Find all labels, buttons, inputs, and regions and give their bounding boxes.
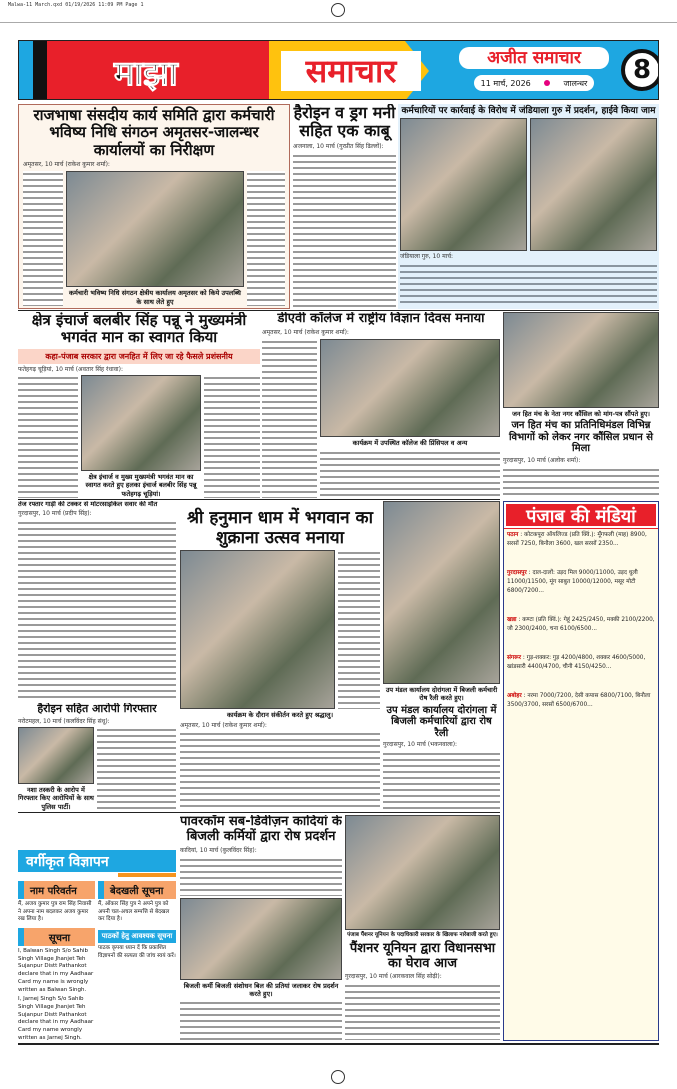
mandi-city: संगरूर (507, 654, 522, 661)
dateline: कादियां, 10 मार्च (कुलविंदर सिंह): (180, 846, 257, 854)
mandi-rate-text: कोटकपूरा ऑयलिज्ड (प्रति क्विं.): मूँगफली (माह) 8900, सरसों 7250, बिनौला 3600, खल सरसों 2350... (507, 532, 647, 547)
name-change-text: मैं, अजय कुमार पुत्र राम सिंह निवासी ने अपना नाम बदलकर अजय कुमार रख लिया है। (18, 901, 92, 923)
mandi-city: गुरदासपुर (507, 569, 527, 576)
notice-text: I, Balwan Singh S/o Sahib Singh Village Jhanjet Teh Sujanpur Distt Pathankot declare that in my Aadhaar Card my name is wrongly written as Balwan Singh. (18, 948, 94, 993)
photo-caption: बिजली कर्मी बिजली संशोधन बिल की प्रतियां जलाकर रोष प्रदर्शन करते हुए। (183, 981, 339, 998)
dateline: अमृतसर, 10 मार्च (राकेश कुमार शर्मा): (262, 328, 349, 336)
divider (18, 499, 500, 500)
article-jandiala-protest (398, 104, 659, 309)
photo-caption: क्षेत्र इंचार्ज व मुख्य मुख्यमंत्री भगवंत मान का स्वागत करते हुए हलका इंचार्ज बलबीर सिंह पन्नू फतेहगढ़ चूड़ियां। (85, 472, 197, 498)
dateline: गुरदासपुर, 10 मार्च (प्रदीप सिंह): (18, 510, 92, 518)
headline: डीएवी कॉलेज में राष्ट्रीय विज्ञान दिवस मनाया (277, 312, 485, 326)
photo-caption: कार्यक्रम में उपस्थित कॉलेज की प्रिंसिपल व अन्य (352, 439, 468, 448)
dateline: गुरदासपुर, 10 मार्च (आरकवाल सिंह सोढ़ी): (345, 973, 442, 981)
dateline-bar (474, 75, 594, 91)
dateline: अमृतसर, 10 मार्च (राकेश कुमार शर्मा): (23, 160, 110, 168)
punjab-mandi-box (503, 501, 659, 1041)
article-pensioner-union (345, 815, 500, 1040)
article-powercom-protest (180, 815, 342, 1040)
issue-date: 11 मार्च, 2026 (480, 78, 531, 88)
mandi-city: पठान (507, 532, 519, 538)
mandi-rate-text: कण्टा (प्रति क्विं.): गेहूं 2425/2450, मक्की 2100/2200, जौ 2300/2400, चना 6100/6500... (507, 616, 655, 632)
article-epfo-inspection (18, 104, 290, 309)
crop-mark (0, 22, 677, 23)
photo (400, 118, 527, 251)
print-slug: Malwa-11 March.qxd 01/19/2026 11:09 PM Page 1 (8, 2, 144, 8)
mandi-city: खन्ना (507, 616, 517, 623)
photo-caption: कार्यक्रम के दौरान संकीर्तन करते हुए श्रद्धालु। (226, 711, 334, 720)
page-number: 8 (621, 49, 659, 91)
photo (320, 339, 500, 438)
dateline: गुरदासपुर, 10 मार्च (अलोक शर्मा): (503, 456, 581, 464)
article-heroin-drug-money (293, 104, 396, 309)
readers-notice-label: पाठकों हेतु आवश्यक सूचना (98, 930, 176, 943)
headline: क्षेत्र इंचार्ज बलबीर सिंह पन्नू ने मुख्यमंत्री भगवंत मान का स्वागत किया (31, 312, 247, 347)
dateline: अजनाला, 10 मार्च (गुरप्रीत सिंह ढिल्लों): (293, 142, 384, 150)
photo-caption: कर्मचारी भविष्य निधि संगठन क्षेत्रीय कार्यालय अमृतसर को किये उपलब्धि के साथ लेते हुए (69, 289, 241, 306)
article-road-accident (18, 501, 176, 701)
mandi-rate-text: दाल-दालों: उड़द मिल 9000/11000, उड़द धुली 11000/11500, मूंग साबुत 10000/12000, मसूर मोटी 6800/7200... (507, 569, 638, 594)
readers-notice-text: पाठक कृपया ध्यान दें कि प्रकाशित विज्ञापनों की सत्यता की जांच स्वयं करें। (98, 945, 176, 960)
masthead (18, 40, 659, 100)
article-heroin-arrest (18, 703, 176, 811)
registration-mark (331, 1070, 345, 1084)
mandi-rate-text: गुड़-शक्कर: गुड़ 4200/4800, शक्कर 4600/5000, खांडसारी 4400/4700, चीनी 4150/4250... (507, 654, 646, 670)
article-hanuman-dham (180, 501, 380, 811)
photo-caption: जन हित मंच के नेता नगर कौंसिल को मांग-पत्र सौंपते हुए। (512, 409, 650, 418)
article-pannu-welcome (18, 312, 260, 498)
classifieds (18, 850, 176, 1040)
headline: कर्मचारियों पर कार्रवाई के विरोध में जंडियाला गुरु में प्रदर्शन, हाईवे किया जाम (401, 106, 656, 116)
headline: पैंशनर यूनियन द्वारा विधानसभा का घेराव आज (349, 940, 496, 971)
eviction-label: बेदखली सूचना (98, 881, 176, 899)
dateline: जंडियाला गुरु, 10 मार्च: (400, 252, 454, 260)
photo-caption: नशा तस्करी के आरोप में गिरफ्तार किए आरोपियों के साथ पुलिस पार्टी। (18, 785, 94, 811)
mandi-city: अबोहर (507, 692, 522, 699)
photo (66, 171, 244, 288)
classifieds-title: वर्गीकृत विज्ञापन (18, 850, 176, 872)
dateline: गुरदासपुर, 10 मार्च (भकनवाला): (383, 741, 458, 748)
dot-icon (544, 80, 550, 86)
photo (503, 312, 659, 408)
headline: जन हित मंच का प्रतिनिधिमंडल विभिन्न विभागों को लेकर नगर कौंसिल प्रधान से मिला (508, 420, 654, 455)
dateline: नरोटमहल, 10 मार्च (कलविंदर सिंह संधू): (18, 717, 110, 725)
divider (18, 1043, 659, 1045)
dateline: अमृतसर, 10 मार्च (राकेश कुमार शर्मा): (180, 721, 267, 729)
photo (530, 118, 657, 251)
divider (18, 310, 659, 311)
notice-text: I, Jarnej Singh S/o Sahib Singh Village Jhanjet Teh Sujanpur Distt Pathankot declare that in my Aadhaar Card my name wrongly written as Jarnej Singh. (18, 996, 94, 1040)
headline: पावरकॉम सब-डिवीज़न कादियां के बिजली कर्मियों द्वारा रोष प्रदर्शन (180, 815, 342, 844)
headline: राजभाषा संसदीय कार्य समिति द्वारा कर्मचारी भविष्य निधि संगठन अमृतसर-जालन्धर कार्यालयों का निरीक्षण (33, 106, 275, 159)
photo (345, 815, 500, 930)
headline: हैरोइन व ड्रग मनी सहित एक काबू (293, 104, 396, 141)
eviction-text: मैं, ओंकार सिंह पुत्र ने अपने पुत्र को अपनी चल-अचल सम्पत्ति से बेदखल कर दिया है। (98, 901, 170, 923)
photo (180, 898, 342, 979)
photo-caption: उप मंडल कार्यालय दोरांगला में बिजली कर्मचारी रोष रैली करते हुए। (385, 685, 498, 703)
article-dorangla-rally (383, 501, 500, 811)
headline: हैरोइन सहित आरोपी गिरफ्तार (37, 703, 157, 715)
registration-mark (331, 3, 345, 17)
name-change-label: नाम परिवर्तन (18, 881, 95, 899)
photo (383, 501, 500, 684)
issue-city: जालन्धर (563, 78, 588, 88)
photo (18, 727, 94, 783)
photo-caption: पंजाब पैंशनर यूनियन के पदाधिकारी सरकार के खिलाफ नारेबाजी करते हुए। (347, 932, 498, 939)
headline: उप मंडल कार्यालय दोरांगला में बिजली कर्मचारियों द्वारा रोष रैली (386, 704, 497, 739)
headline: श्री हनुमान धाम में भगवान का शुक्राना उत्सव मनाया (187, 508, 373, 548)
mandi-title: पंजाब की मंडियां (504, 502, 658, 528)
photo (81, 375, 201, 470)
section-title-majha: माझा (114, 54, 178, 94)
mandi-rates: पठान : कोटकपूरा ऑयलिज्ड (प्रति क्विं.): मूँगफली (माह) 8900, सरसों 7250, बिनौला 3600, खल सरसों 2350... गुरदासपुर : दाल-दालों: उड़द मिल 9000/11000, उड़द धुली 11000/11500, मूंग साबुत 10000/12000, मसूर मोटी 6800/7200... खन्ना : कण्टा (प्रति क्विं.): गेहूं 2425/2450, मक्की 2100/2200, जौ 2300/2400, चना 6100/6500... संगरूर : गुड़-शक्कर: गुड़ 4200/4800, शक्कर 4600/5000, खांडसारी 4400/4700, चीनी 4150/4250... अबोहर : नरमा 7000/7200, देसी कपास 6800/7100, बिनौला 3500/3700, सरसों 6500/6700... (507, 532, 655, 708)
paper-name: अजीत समाचार (459, 47, 609, 69)
divider (18, 812, 500, 813)
article-dav-science-day (262, 312, 500, 498)
section-title-samachar: समाचार (281, 51, 421, 91)
article-jan-hit-manch (503, 312, 659, 498)
subheadline: कहा-पंजाब सरकार द्वारा जनहित में लिए जा रहे फैसले प्रशंसनीय (18, 349, 260, 364)
notice-label: सूचना (18, 928, 95, 946)
dateline: फतेहगढ़ चूड़ियां, 10 मार्च (अवतार सिंह रंधावा): (18, 365, 123, 373)
mandi-rate-text: नरमा 7000/7200, देसी कपास 6800/7100, बिनौला 3500/3700, सरसों 6500/6700... (507, 692, 651, 708)
headline: तेज रफ्तार गाड़ी की टक्कर से मोटरसाइकिल सवार की मौत (18, 501, 158, 508)
photo (180, 550, 335, 709)
